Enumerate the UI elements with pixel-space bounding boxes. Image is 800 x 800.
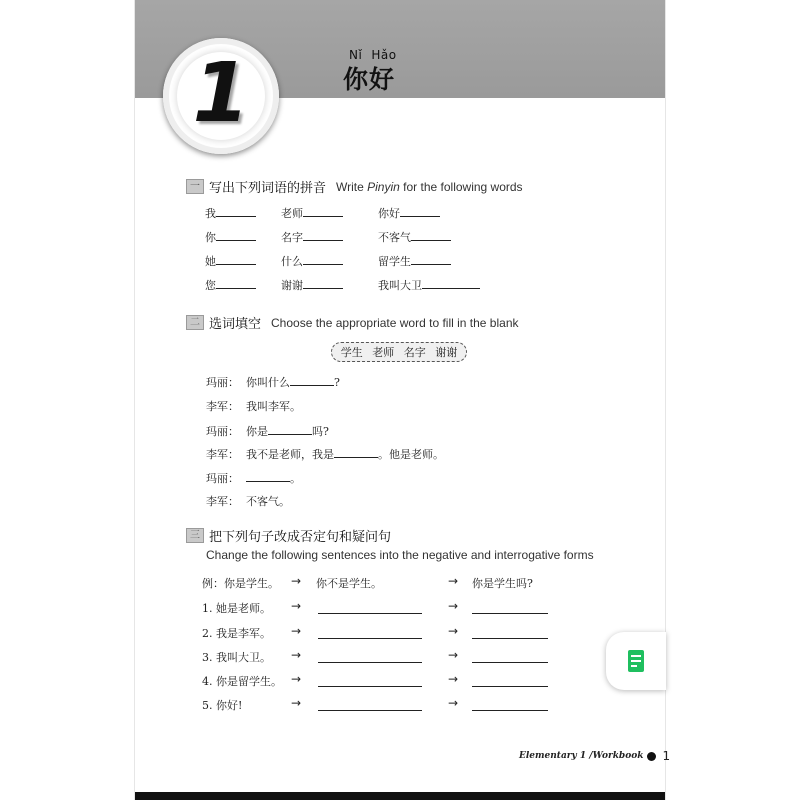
question-answer-line[interactable] bbox=[472, 613, 548, 614]
dialog-line bbox=[206, 398, 301, 414]
arrow-icon: → bbox=[448, 648, 459, 662]
speaker: 李军： bbox=[206, 495, 239, 508]
dialog-line bbox=[206, 470, 301, 486]
floating-document-button[interactable] bbox=[606, 632, 666, 690]
arrow-icon: → bbox=[448, 672, 459, 686]
sentence-item: 4. 你是留学生。 bbox=[202, 675, 282, 688]
section-title-cn: 把下列句子改成否定句和疑问句 bbox=[209, 530, 392, 545]
speaker: 李军： bbox=[206, 448, 239, 461]
arrow-icon: → bbox=[291, 624, 302, 638]
page-footer bbox=[519, 749, 670, 763]
speaker: 李军： bbox=[206, 400, 239, 413]
sentence-item: 1. 她是老师。 bbox=[202, 602, 271, 615]
word: 你好 bbox=[378, 207, 400, 220]
speaker: 玛丽： bbox=[206, 376, 239, 389]
sentence-item: 3. 我叫大卫。 bbox=[202, 651, 271, 664]
negative-answer-line[interactable] bbox=[318, 613, 422, 614]
word: 老师 bbox=[281, 207, 303, 220]
arrow-icon: → bbox=[291, 696, 302, 710]
example-negative: 你不是学生。 bbox=[316, 577, 382, 590]
dialog-text: 。 bbox=[290, 472, 301, 485]
pinyin-item bbox=[378, 253, 451, 269]
pinyin-item bbox=[205, 277, 256, 293]
word: 她 bbox=[205, 255, 216, 268]
dialog-text: 我不是老师，我是 bbox=[246, 448, 334, 461]
word-bank-item: 谢谢 bbox=[435, 346, 458, 359]
pinyin-item bbox=[281, 253, 343, 269]
answer-blank[interactable] bbox=[303, 230, 343, 241]
dialog-text: 。他是老师。 bbox=[378, 448, 444, 461]
arrow-icon: → bbox=[448, 599, 459, 613]
speaker: 玛丽： bbox=[206, 425, 239, 438]
word-bank-item: 名字 bbox=[403, 346, 426, 359]
section-3-heading bbox=[186, 526, 401, 545]
negative-answer-line[interactable] bbox=[318, 710, 422, 711]
word: 不客气 bbox=[378, 231, 411, 244]
pinyin-item bbox=[281, 205, 343, 221]
arrow-icon: → bbox=[448, 624, 459, 638]
word: 你 bbox=[205, 231, 216, 244]
section-title-en: Write Pinyin for the following words bbox=[336, 179, 523, 194]
negative-answer-line[interactable] bbox=[318, 638, 422, 639]
answer-blank[interactable] bbox=[422, 278, 480, 289]
page-title: 你好 bbox=[343, 65, 396, 94]
section-number: 二 bbox=[186, 315, 204, 330]
word: 谢谢 bbox=[281, 279, 303, 292]
dialog-text: 不客气。 bbox=[246, 495, 290, 508]
answer-blank[interactable] bbox=[303, 254, 343, 265]
arrow-icon: → bbox=[448, 574, 459, 588]
answer-blank[interactable] bbox=[246, 471, 290, 482]
question-answer-line[interactable] bbox=[472, 638, 548, 639]
section-2-heading bbox=[186, 313, 519, 332]
pinyin-item bbox=[378, 229, 451, 245]
dialog-text: 吗? bbox=[312, 425, 329, 438]
word: 什么 bbox=[281, 255, 303, 268]
answer-blank[interactable] bbox=[268, 424, 312, 435]
pinyin-item bbox=[205, 229, 256, 245]
answer-blank[interactable] bbox=[303, 278, 343, 289]
answer-blank[interactable] bbox=[400, 206, 440, 217]
section-title-cn: 写出下列词语的拼音 bbox=[209, 181, 327, 196]
answer-blank[interactable] bbox=[290, 375, 334, 386]
sentence-item: 5. 你好! bbox=[202, 699, 243, 712]
negative-answer-line[interactable] bbox=[318, 662, 422, 663]
speaker: 玛丽： bbox=[206, 472, 239, 485]
word: 留学生 bbox=[378, 255, 411, 268]
negative-answer-line[interactable] bbox=[318, 686, 422, 687]
page-number: 1 bbox=[662, 749, 671, 763]
section-number: 三 bbox=[186, 528, 204, 543]
section-1-heading bbox=[186, 177, 523, 196]
dialog-text: 你叫什么 bbox=[246, 376, 290, 389]
answer-blank[interactable] bbox=[411, 254, 451, 265]
word: 我 bbox=[205, 207, 216, 220]
lesson-number: 1 bbox=[192, 46, 250, 141]
section-title-en: Change the following sentences into the negative and interrogative forms bbox=[206, 548, 594, 562]
pinyin-item bbox=[205, 205, 256, 221]
dialog-text: 我叫李军。 bbox=[246, 400, 301, 413]
dialog-line bbox=[206, 493, 290, 509]
arrow-icon: → bbox=[291, 574, 302, 588]
pinyin-item bbox=[378, 205, 440, 221]
book-name: Elementary 1 /Workbook bbox=[519, 751, 644, 761]
arrow-icon: → bbox=[291, 672, 302, 686]
answer-blank[interactable] bbox=[216, 206, 256, 217]
arrow-icon: → bbox=[448, 696, 459, 710]
section-title-cn: 选词填空 bbox=[209, 317, 262, 332]
word-bank-item: 老师 bbox=[372, 346, 395, 359]
title-pinyin: Nǐ Hǎo bbox=[349, 48, 397, 62]
answer-blank[interactable] bbox=[411, 230, 451, 241]
word: 您 bbox=[205, 279, 216, 292]
sentence-item: 2. 我是李军。 bbox=[202, 627, 271, 640]
bottom-bar bbox=[135, 792, 665, 800]
word-bank bbox=[331, 342, 467, 362]
pinyin-item bbox=[281, 229, 343, 245]
bullet-icon bbox=[647, 752, 656, 761]
answer-blank[interactable] bbox=[216, 254, 256, 265]
example-question: 你是学生吗? bbox=[472, 577, 533, 590]
dialog-line bbox=[206, 374, 340, 390]
answer-blank[interactable] bbox=[216, 278, 256, 289]
answer-blank[interactable] bbox=[303, 206, 343, 217]
arrow-icon: → bbox=[291, 599, 302, 613]
answer-blank[interactable] bbox=[216, 230, 256, 241]
pinyin-item bbox=[281, 277, 343, 293]
dialog-line bbox=[206, 446, 444, 462]
pinyin-item bbox=[205, 253, 256, 269]
answer-blank[interactable] bbox=[334, 447, 378, 458]
section-title-en: Choose the appropriate word to fill in the blank bbox=[271, 315, 519, 330]
question-answer-line[interactable] bbox=[472, 686, 548, 687]
word: 名字 bbox=[281, 231, 303, 244]
dialog-line bbox=[206, 423, 329, 439]
question-answer-line[interactable] bbox=[472, 710, 548, 711]
lesson-number-badge bbox=[163, 38, 279, 154]
word: 我叫大卫 bbox=[378, 279, 422, 292]
example-source: 例：你是学生。 bbox=[202, 577, 279, 590]
question-answer-line[interactable] bbox=[472, 662, 548, 663]
pinyin-item bbox=[378, 277, 480, 293]
document-icon bbox=[627, 649, 645, 673]
dialog-text: ? bbox=[334, 376, 340, 389]
arrow-icon: → bbox=[291, 648, 302, 662]
section-number: 一 bbox=[186, 179, 204, 194]
dialog-text: 你是 bbox=[246, 425, 268, 438]
word-bank-item: 学生 bbox=[340, 346, 363, 359]
